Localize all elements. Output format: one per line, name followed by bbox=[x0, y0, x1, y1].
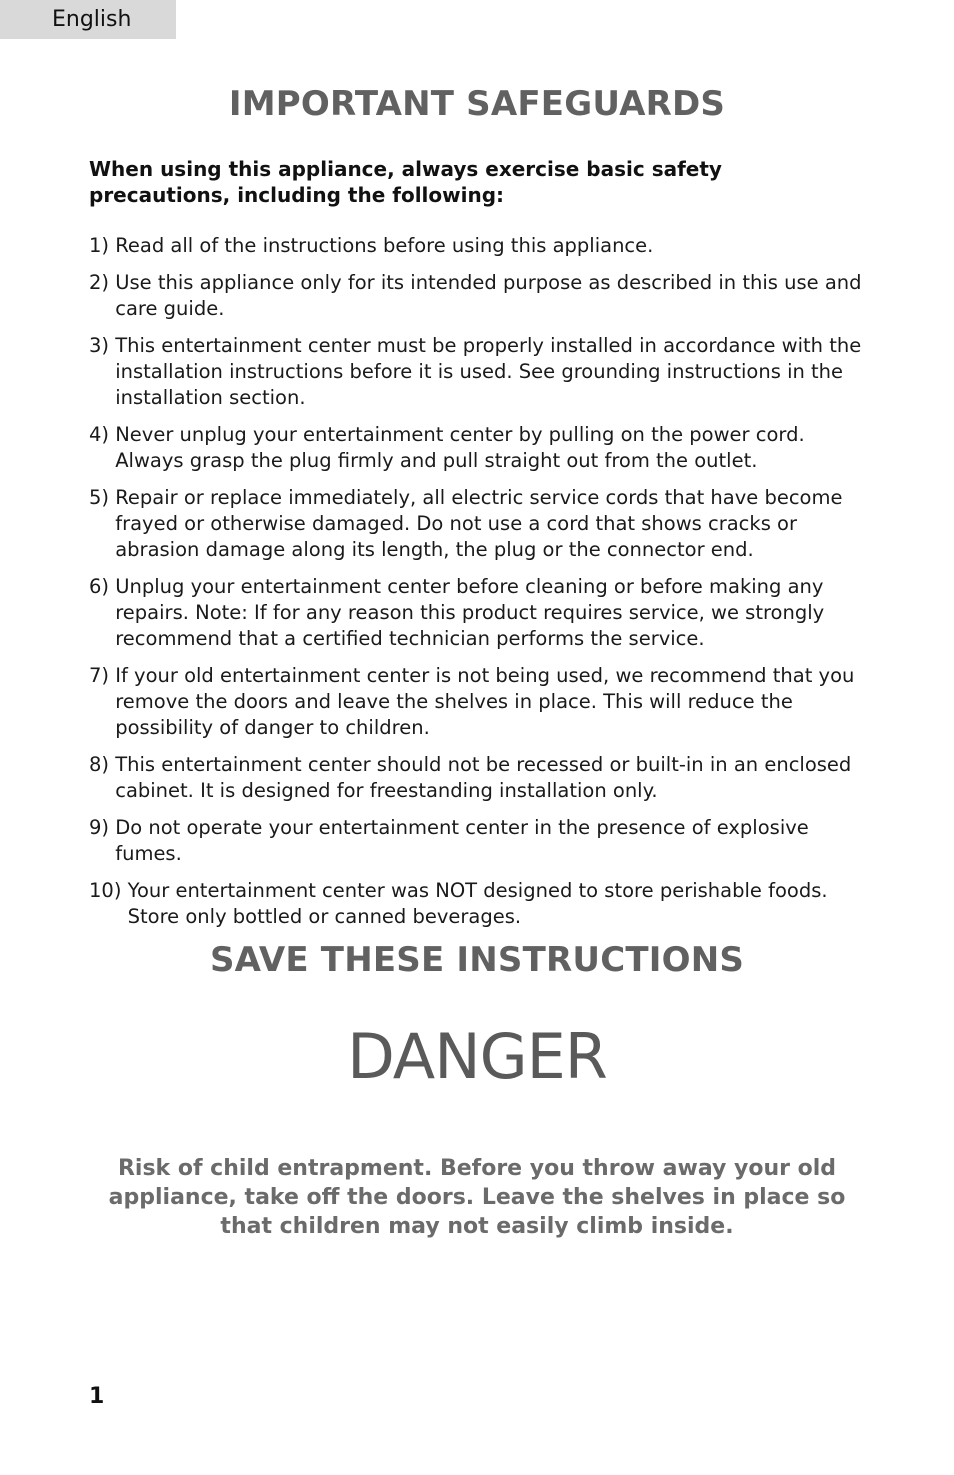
item-number: 8) bbox=[89, 753, 116, 776]
item-text: Do not operate your entertainment center in the presence of explosive fumes. bbox=[115, 816, 809, 865]
item-number: 1) bbox=[89, 234, 116, 257]
list-item bbox=[89, 878, 869, 930]
list-item bbox=[89, 270, 869, 322]
danger-warning-text: Risk of child entrapment. Before you throw away your old appliance, take off the doors. Leave the shelves in place so that children may not easily climb inside. bbox=[108, 1156, 846, 1239]
intro-text: When using this appliance, always exercise basic safety precautions, including the following: bbox=[89, 157, 722, 207]
item-text: If your old entertainment center is not being used, we recommend that you remove the doors and leave the shelves in place. This will reduce the possibility of danger to children. bbox=[115, 664, 855, 739]
list-item bbox=[89, 233, 869, 259]
item-number: 2) bbox=[89, 271, 116, 294]
item-text: This entertainment center must be properly installed in accordance with the installation instructions before it is used. See grounding instructions in the installation section. bbox=[115, 334, 862, 409]
list-item bbox=[89, 752, 869, 804]
item-text: Your entertainment center was NOT designed to store perishable foods. Store only bottled or canned beverages. bbox=[127, 879, 828, 928]
item-number: 4) bbox=[89, 423, 116, 446]
danger-heading: DANGER bbox=[347, 1020, 607, 1093]
save-instructions-heading: SAVE THESE INSTRUCTIONS bbox=[209, 940, 745, 980]
list-item bbox=[89, 815, 869, 867]
item-text: Use this appliance only for its intended purpose as described in this use and care guide. bbox=[115, 271, 862, 320]
item-number: 6) bbox=[89, 575, 116, 598]
item-text: Never unplug your entertainment center by pulling on the power cord. Always grasp the plug firmly and pull straight out from the outlet. bbox=[115, 423, 805, 472]
item-text: Unplug your entertainment center before cleaning or before making any repairs. Note: If for any reason this product requires service, we strongly recommend that a certified technician performs the service. bbox=[115, 575, 825, 650]
item-number: 3) bbox=[89, 334, 116, 357]
page-title: IMPORTANT SAFEGUARDS bbox=[228, 84, 726, 124]
item-number: 7) bbox=[89, 664, 116, 687]
language-tab: English bbox=[0, 0, 176, 39]
list-item bbox=[89, 422, 869, 474]
item-text: This entertainment center should not be recessed or built-in in an enclosed cabinet. It is designed for freestanding installation only. bbox=[115, 753, 852, 802]
item-text: Repair or replace immediately, all electric service cords that have become frayed or otherwise damaged. Do not use a cord that shows cracks or abrasion damage along its length, the plug or the connector end. bbox=[115, 486, 843, 561]
item-number: 9) bbox=[89, 816, 116, 839]
item-text: Read all of the instructions before using this appliance. bbox=[115, 234, 654, 257]
page-number: 1 bbox=[89, 1384, 105, 1409]
safeguards-list bbox=[89, 233, 869, 941]
item-number: 5) bbox=[89, 486, 116, 509]
list-item bbox=[89, 485, 869, 563]
list-item bbox=[89, 333, 869, 411]
list-item bbox=[89, 574, 869, 652]
list-item bbox=[89, 663, 869, 741]
item-number: 10) bbox=[89, 879, 128, 902]
